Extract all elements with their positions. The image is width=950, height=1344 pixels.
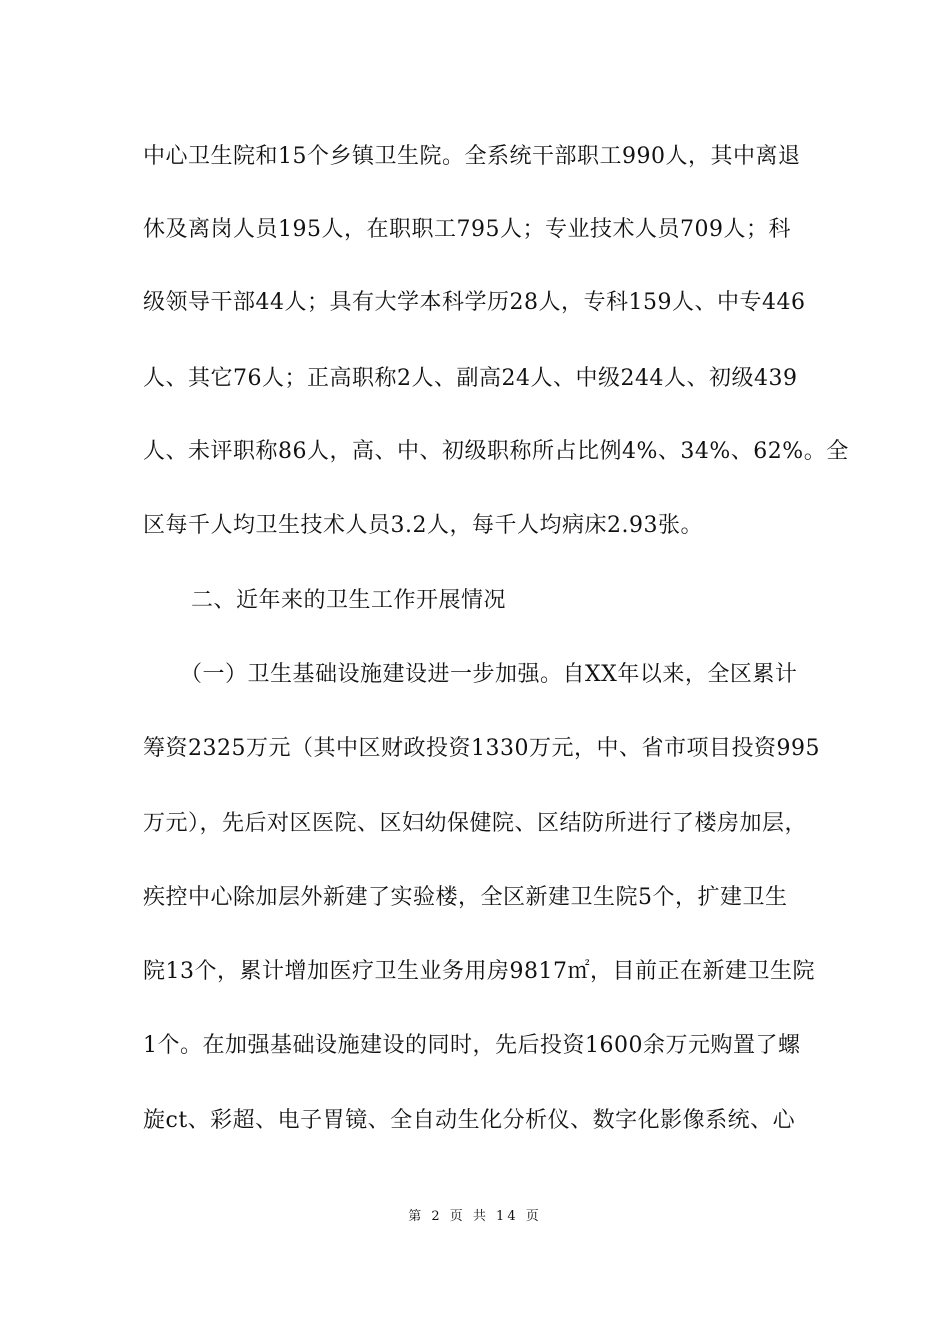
paragraph-line: 旋ct、彩超、电子胃镜、全自动生化分析仪、数字化影像系统、心 [143,1108,796,1133]
paragraph-line: 人、未评职称86人，高、中、初级职称所占比例4%、34%、62%。全 [143,439,849,464]
section-heading: 二、近年来的卫生工作开展情况 [191,588,507,613]
paragraph-line: 疾控中心除加层外新建了实验楼，全区新建卫生院5个，扩建卫生 [143,885,788,910]
subsection-heading-line: （一）卫生基础设施建设进一步加强。自XX年以来，全区累计 [180,662,798,687]
paragraph-line: 筹资2325万元（其中区财政投资1330万元，中、省市项目投资995 [143,736,820,761]
paragraph-line: 万元），先后对区医院、区妇幼保健院、区结防所进行了楼房加层， [143,811,808,836]
paragraph-line: 1个。在加强基础设施建设的同时，先后投资1600余万元购置了螺 [143,1033,801,1058]
paragraph-line: 级领导干部44人；具有大学本科学历28人，专科159人、中专446 [143,290,806,315]
paragraph-line: 院13个，累计增加医疗卫生业务用房9817㎡，目前正在新建卫生院 [143,959,815,984]
paragraph-line: 中心卫生院和15个乡镇卫生院。全系统干部职工990人，其中离退 [143,144,801,169]
paragraph-line: 区每千人均卫生技术人员3.2人，每千人均病床2.93张。 [143,513,703,538]
paragraph-line: 休及离岗人员195人，在职职工795人；专业技术人员709人；科 [143,217,791,242]
paragraph-line: 人、其它76人；正高职称2人、副高24人、中级244人、初级439 [143,366,798,391]
page-number-footer: 第 2 页 共 14 页 [408,1209,542,1224]
